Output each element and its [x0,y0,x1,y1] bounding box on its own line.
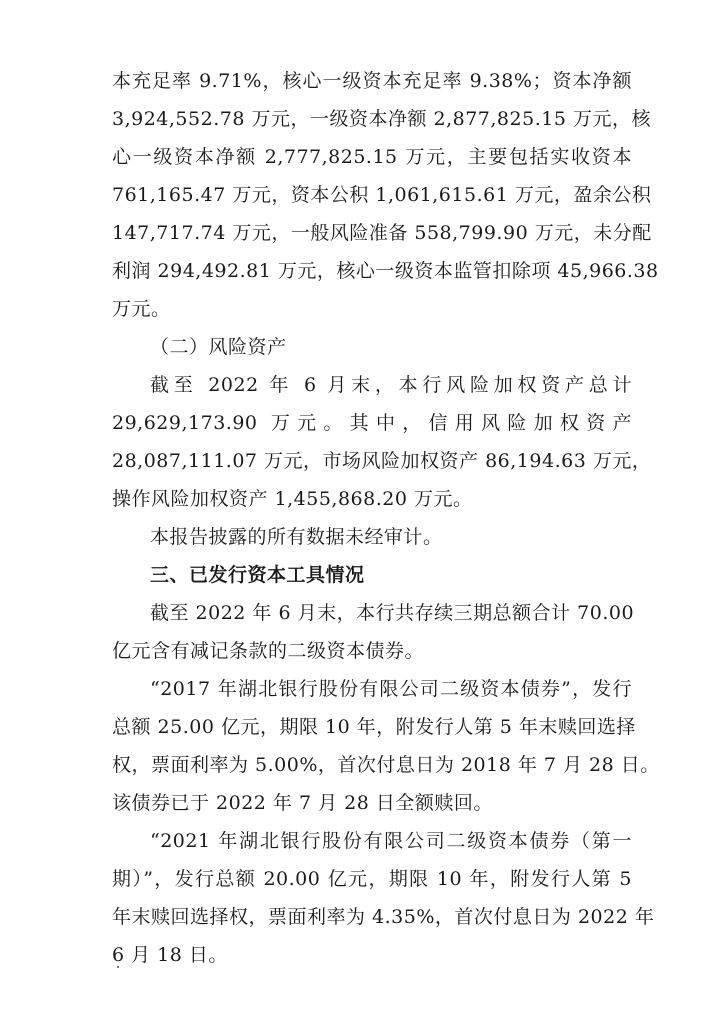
text-line: “2021 年湖北银行股份有限公司二级资本债券（第一 [150,830,632,852]
text-line: “2017 年湖北银行股份有限公司二级资本债券”，发行 [150,678,632,700]
text-line: 万元。 [112,298,171,320]
text-line: 利润 294,492.81 万元，核心一级资本监管扣除项 45,966.38 [112,260,659,282]
text-line: 该债券已于 2022 年 7 月 28 日全额赎回。 [112,792,493,814]
text-line: 期）”，发行总额 20.00 亿元，期限 10 年，附发行人第 5 [112,868,632,890]
text-line: 权，票面利率为 5.00%，首次付息日为 2018 年 7 月 28 日。 [112,754,660,776]
scan-speck [117,966,119,968]
text-line: 本报告披露的所有数据未经审计。 [150,526,443,548]
text-line: 147,717.74 万元，一般风险准备 558,799.90 万元，未分配 [112,222,652,244]
text-line: 心一级资本净额 2,777,825.15 万元，主要包括实收资本 [112,146,632,168]
section-heading: （二）风险资产 [150,336,287,358]
section-heading: 三、已发行资本工具情况 [150,564,365,586]
text-line: 28,087,111.07 万元，市场风险加权资产 86,194.63 万元， [112,450,652,472]
text-line: 总额 25.00 亿元，期限 10 年，附发行人第 5 年末赎回选择 [112,716,636,738]
text-line: 本充足率 9.71%，核心一级资本充足率 9.38%；资本净额 [112,70,632,92]
text-line: 6 月 18 日。 [112,944,228,966]
text-line: 截至 2022 年 6 月末，本行风险加权资产总计 [150,374,632,396]
text-line: 亿元含有减记条款的二级资本债券。 [112,640,425,662]
text-line: 截至 2022 年 6 月末，本行共存续三期总额合计 70.00 [150,602,635,624]
text-line: 3,924,552.78 万元，一级资本净额 2,877,825.15 万元，核 [112,108,651,130]
text-line: 操作风险加权资产 1,455,868.20 万元。 [112,488,473,510]
text-line: 29,629,173.90 万元。其中，信用风险加权资产 [112,412,632,434]
text-line: 761,165.47 万元，资本公积 1,061,615.61 万元，盈余公积 [112,184,652,206]
text-line: 年末赎回选择权，票面利率为 4.35%，首次付息日为 2022 年 [112,906,655,928]
